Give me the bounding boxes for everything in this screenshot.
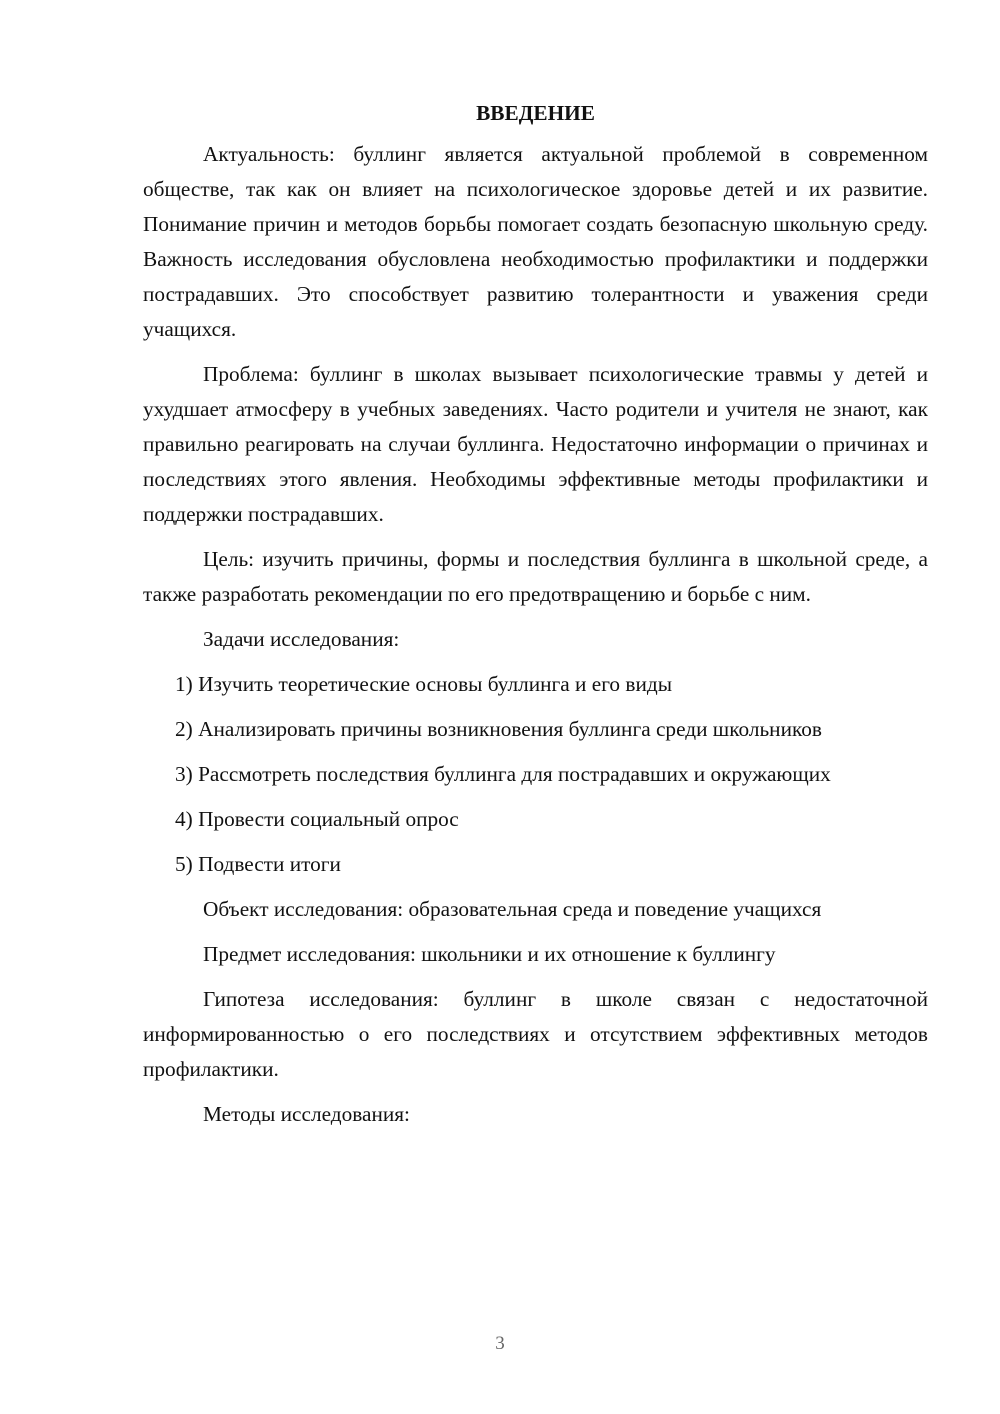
task-item-3: 3) Рассмотреть последствия буллинга для пострадавших и окружающих bbox=[175, 762, 831, 786]
task-item-2: 2) Анализировать причины возникновения буллинга среди школьников bbox=[175, 717, 822, 741]
task-item-5: 5) Подвести итоги bbox=[175, 852, 341, 876]
methods-heading: Методы исследования: bbox=[203, 1102, 410, 1126]
paragraph-object: Объект исследования: образовательная среда и поведение учащихся bbox=[203, 897, 822, 921]
tasks-heading: Задачи исследования: bbox=[203, 627, 400, 651]
paragraph-relevance: Актуальность: буллинг является актуальной проблемой в современном обществе, так как он влияет на психологическое здоровье детей и их развитие. Понимание причин и методов борьбы помогает создать безопасную школьную среду. Важность исследования обусловлена необходимостью профилактики и поддержки пострадавших. Это способствует развитию толерантности и уважения среди учащихся. bbox=[143, 142, 928, 341]
page-title: ВВЕДЕНИЕ bbox=[476, 101, 595, 125]
task-item-1: 1) Изучить теоретические основы буллинга и его виды bbox=[175, 672, 673, 696]
document-page bbox=[143, 96, 928, 1142]
page-number: 3 bbox=[495, 1333, 505, 1354]
paragraph-hypothesis: Гипотеза исследования: буллинг в школе связан с недостаточной информированностью о его последствиях и отсутствием эффективных методов профилактики. bbox=[143, 987, 928, 1081]
paragraph-subject: Предмет исследования: школьники и их отношение к буллингу bbox=[203, 942, 776, 966]
paragraph-goal: Цель: изучить причины, формы и последствия буллинга в школьной среде, а также разработать рекомендации по его предотвращению и борьбе с ним. bbox=[143, 547, 928, 606]
task-item-4: 4) Провести социальный опрос bbox=[175, 807, 459, 831]
paragraph-problem: Проблема: буллинг в школах вызывает психологические травмы у детей и ухудшает атмосферу в учебных заведениях. Часто родители и учителя не знают, как правильно реагировать на случаи буллинга. Недостаточно информации о причинах и последствиях этого явления. Необходимы эффективные методы профилактики и поддержки пострадавших. bbox=[143, 362, 928, 526]
